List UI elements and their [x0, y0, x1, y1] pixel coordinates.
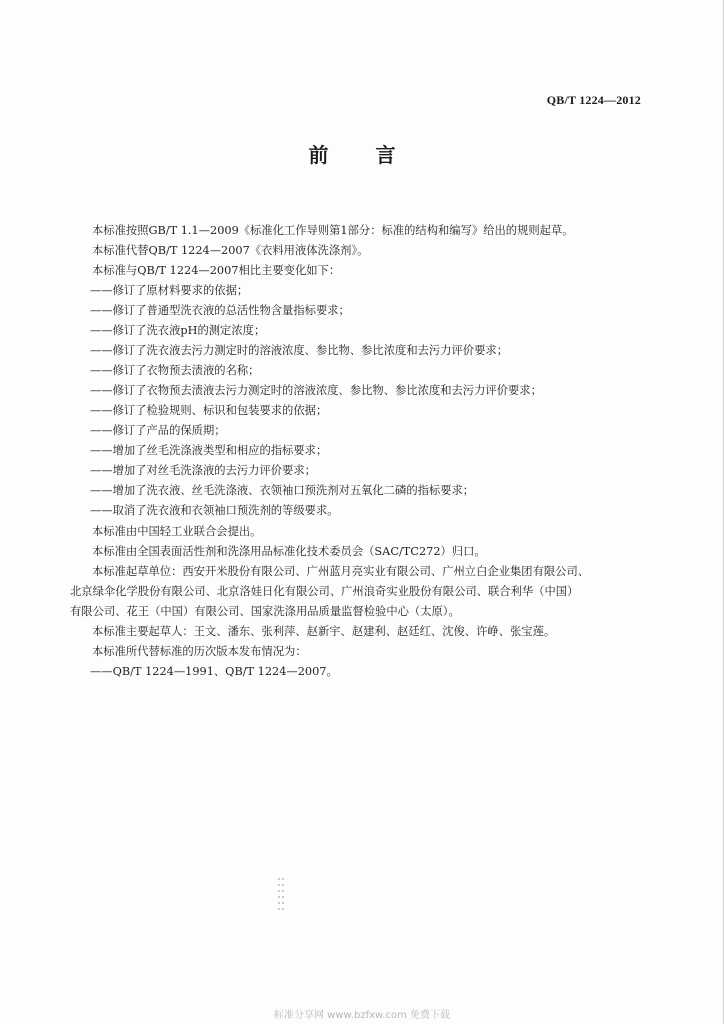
page-title: 前 言	[308, 143, 416, 167]
history-list: ——QB/T 1224—1991、QB/T 1224—2007。	[90, 665, 338, 678]
foreword-closing	[70, 522, 670, 682]
change-item: ——修订了检验规则、标识和包装要求的依据；	[90, 404, 328, 417]
proposed-by: 本标准由中国轻工业联合会提出。	[92, 525, 262, 538]
foreword-body	[70, 221, 670, 521]
change-item: ——修订了洗衣液去污力测定时的溶液浓度、参比物、参比浓度和去污力评价要求；	[90, 344, 508, 357]
drafting-units-cont: 北京绿伞化学股份有限公司、北京洛娃日化有限公司、广州浪奇实业股份有限公司、联合利华（中国）	[70, 585, 579, 598]
change-item: ——修订了衣物预去渍液的名称；	[90, 364, 260, 377]
intro-line: 本标准代替QB/T 1224—2007《衣料用液体洗涤剂》。	[92, 244, 369, 257]
watermark-footer: 标准分享网 www.bzfxw.com 免费下载	[274, 1010, 450, 1021]
drafters: 本标准主要起草人：王文、潘东、张利萍、赵新宇、赵建利、赵廷红、沈俊、许峥、张宝莲。	[92, 625, 556, 638]
drafting-units-cont: 有限公司、花王（中国）有限公司、国家洗涤用品质量监督检验中心（太原）。	[70, 605, 460, 618]
change-item: ——修订了洗衣液pH的测定浓度；	[90, 324, 266, 337]
change-item: ——取消了洗衣液和衣领袖口预洗剂的等级要求。	[90, 504, 339, 517]
scan-artifact	[277, 876, 285, 912]
change-item: ——修订了普通型洗衣液的总活性物含量指标要求；	[90, 304, 350, 317]
managed-by: 本标准由全国表面活性剂和洗涤用品标准化技术委员会（SAC/TC272）归口。	[92, 545, 486, 558]
drafting-units: 本标准起草单位：西安开米股份有限公司、广州蓝月亮实业有限公司、广州立白企业集团有限公司、	[92, 565, 590, 578]
intro-line: 本标准按照GB/T 1.1—2009《标准化工作导则第1部分：标准的结构和编写》给出的规则起草。	[92, 224, 574, 237]
intro-line: 本标准与QB/T 1224—2007相比主要变化如下：	[92, 264, 341, 277]
standard-code: QB/T 1224—2012	[546, 93, 641, 107]
change-item: ——修订了衣物预去渍液去污力测定时的溶液浓度、参比物、参比浓度和去污力评价要求；	[90, 384, 542, 397]
history-intro: 本标准所代替标准的历次版本发布情况为：	[92, 645, 307, 658]
change-item: ——修订了原材料要求的依据；	[90, 284, 249, 297]
change-item: ——增加了洗衣液、丝毛洗涤液、衣领袖口预洗剂对五氧化二磷的指标要求；	[90, 484, 475, 497]
change-item: ——修订了产品的保质期；	[90, 424, 226, 437]
change-item: ——增加了丝毛洗涤液类型和相应的指标要求；	[90, 444, 328, 457]
change-item: ——增加了对丝毛洗涤液的去污力评价要求；	[90, 464, 316, 477]
